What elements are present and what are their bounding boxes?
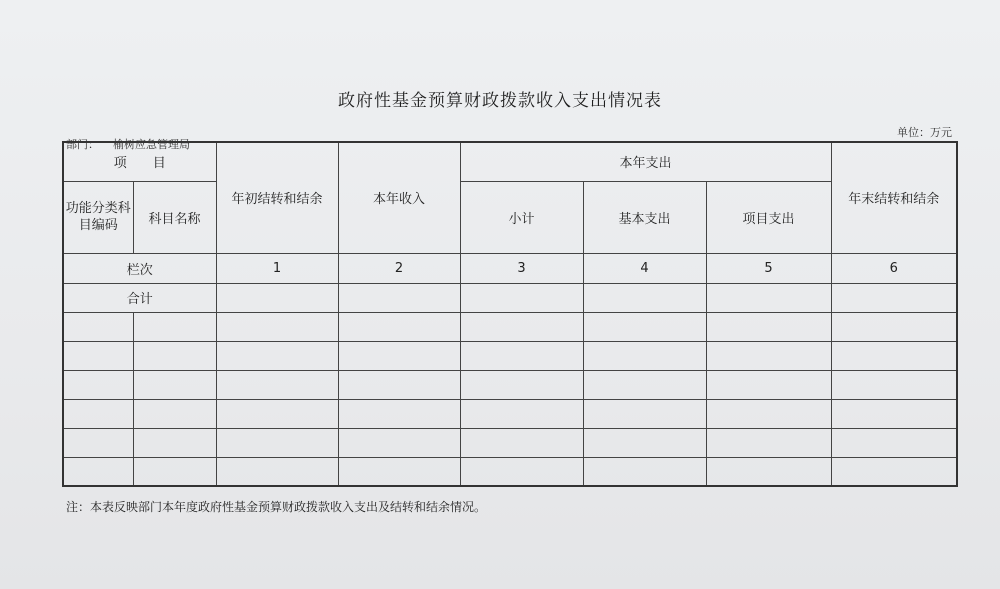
header-expenditure: 本年支出: [460, 142, 831, 181]
table-row: [63, 399, 957, 428]
table-cell: [338, 283, 460, 312]
table-cell: [831, 283, 957, 312]
table-cell: [460, 283, 583, 312]
table-cell: [583, 283, 706, 312]
table-cell: [216, 283, 338, 312]
header-basic: 基本支出: [583, 181, 706, 253]
column-number: 1: [216, 253, 338, 283]
header-subject-name: 科目名称: [133, 181, 216, 253]
table-row: [63, 341, 957, 370]
header-row-2: [63, 181, 957, 215]
total-row: [63, 283, 957, 312]
header-subtotal: 小计: [460, 181, 583, 253]
column-number: 4: [583, 253, 706, 283]
unit-label: 单位：万元: [897, 126, 952, 139]
footnote: 注：本表反映部门本年度政府性基金预算财政拨款收入支出及结转和结余情况。: [66, 500, 487, 514]
column-number: 5: [706, 253, 831, 283]
column-number: 3: [460, 253, 583, 283]
column-number: 2: [338, 253, 460, 283]
column-number-row: [63, 253, 957, 283]
header-func-code: 功能分类科目编码: [63, 181, 133, 253]
table-row: [63, 428, 957, 457]
header-closing-balance: 年末结转和结余: [831, 142, 957, 253]
table-row: [63, 312, 957, 341]
header-income: 本年收入: [338, 142, 460, 253]
page-title: 政府性基金预算财政拨款收入支出情况表: [338, 91, 662, 111]
table-cell: [706, 283, 831, 312]
header-opening-balance: 年初结转和结余: [216, 142, 338, 253]
header-item: 项 目: [63, 142, 216, 181]
header-row-1: [63, 142, 957, 181]
department-label: 部门：: [66, 138, 99, 151]
department-value: 榆树应急管理局: [113, 138, 190, 151]
table-row: [63, 370, 957, 399]
row-label-total: 合计: [63, 283, 216, 312]
column-number: 6: [831, 253, 957, 283]
row-label-column-no: 栏次: [63, 253, 216, 283]
table-row: [63, 457, 957, 486]
header-project: 项目支出: [706, 181, 831, 253]
budget-table: [62, 141, 958, 487]
